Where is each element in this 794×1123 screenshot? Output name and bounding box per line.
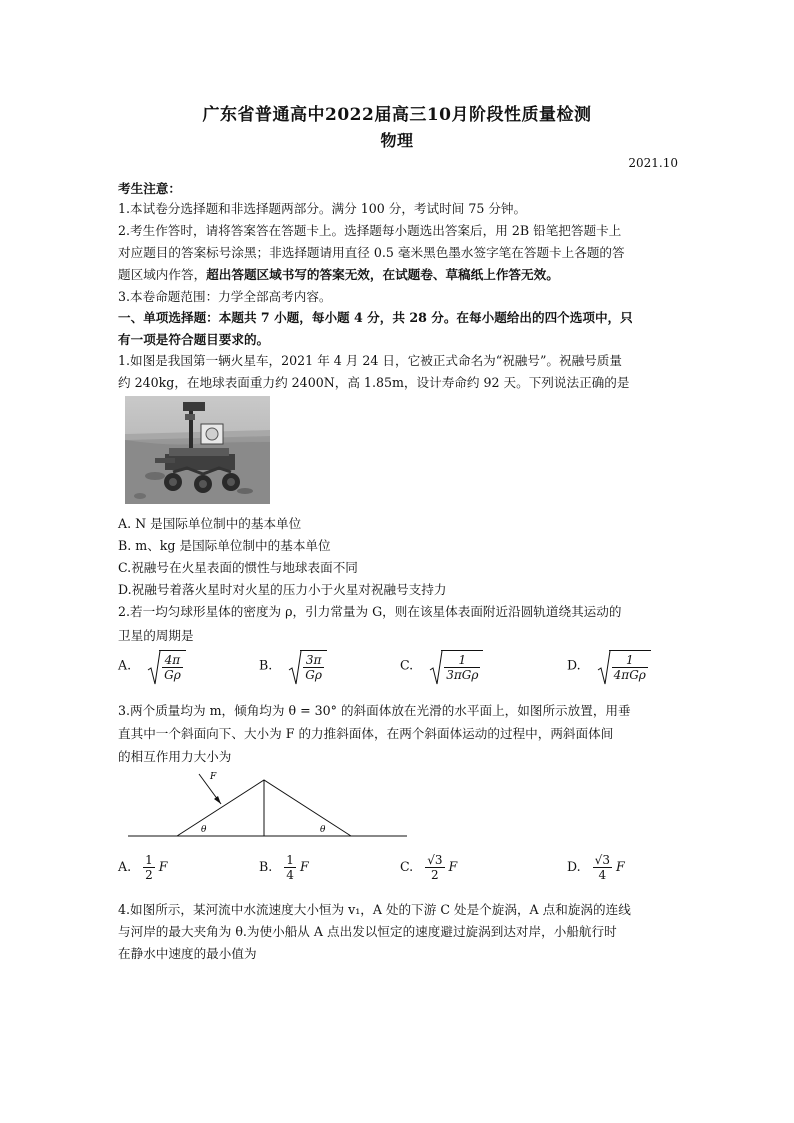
- q2-option-d-num: 1: [612, 653, 648, 668]
- q3-option-d-var: F: [615, 859, 625, 874]
- q3-option-c-label: C.: [400, 859, 414, 874]
- notice-line-4-normal: 题区域内作答，: [118, 267, 207, 282]
- q2-option-c-num: 1: [444, 653, 480, 668]
- q3-option-a-num: 1: [145, 853, 153, 867]
- subject-title: 物理: [380, 131, 414, 150]
- q1-option-b: B. m、kg 是国际单位制中的基本单位: [118, 538, 331, 553]
- q3-option-d-label: D.: [567, 859, 581, 874]
- force-label: F: [210, 772, 217, 782]
- notice-line-1: 1.本试卷分选择题和非选择题两部分。满分 100 分，考试时间 75 分钟。: [118, 201, 527, 216]
- q3-stem-line-2: 直其中一个斜面向下、大小为 F 的力推斜面体，在两个斜面体运动的过程中，两斜面体间: [118, 726, 614, 741]
- q3-option-a: [118, 853, 168, 882]
- q3-option-b-den: 4: [286, 868, 294, 882]
- q2-option-d: [567, 650, 651, 682]
- q1-stem-line-1: 1.如图是我国第一辆火星车，2021 年 4 月 24 日，它被正式命名为“祝融号”。祝融号质量: [118, 353, 622, 368]
- q3-option-b-var: F: [299, 859, 309, 874]
- q2-option-d-sqrt: [597, 650, 651, 682]
- q2-option-b-num: 3π: [303, 653, 324, 668]
- q2-option-d-label: D.: [567, 657, 581, 673]
- exam-date: 2021.10: [628, 156, 678, 170]
- q3-option-a-var: F: [158, 859, 168, 874]
- q3-option-c-var: F: [448, 859, 458, 874]
- q2-option-a-den: Gρ: [164, 668, 181, 682]
- q2-option-a-num: 4π: [162, 653, 183, 668]
- section-heading-line-2: 有一项是符合题目要求的。: [118, 332, 270, 347]
- notice-line-2: 2.考生作答时，请将答案答在答题卡上。选择题每小题选出答案后，用 2B 铅笔把答题卡上: [118, 223, 622, 238]
- q2-option-a-label: A.: [118, 657, 132, 673]
- q2-option-c-sqrt: [429, 650, 483, 682]
- angle-right-label: θ: [320, 825, 326, 835]
- q3-option-d-den: 4: [598, 868, 607, 882]
- q3-stem-line-3: 的相互作用力大小为: [118, 749, 232, 764]
- q2-option-d-den: 4πGρ: [613, 668, 646, 682]
- q4-stem-line-1: 4.如图所示，某河流中水流速度大小恒为 v₁，A 处的下游 C 处是个旋涡，A 点和旋涡的连线: [118, 902, 631, 917]
- q3-option-b-num: 1: [286, 853, 294, 867]
- q3-option-c-num: √3: [427, 853, 443, 867]
- q2-option-c-den: 3πGρ: [446, 668, 479, 682]
- q4-stem-line-3: 在静水中速度的最小值为: [118, 946, 257, 961]
- notice-line-3: 对应题目的答案标号涂黑；非选择题请用直径 0.5 毫米黑色墨水签字笔在答题卡上各题的答: [118, 245, 625, 260]
- q1-option-c: C.祝融号在火星表面的惯性与地球表面不同: [118, 560, 358, 575]
- inclined-blocks-diagram: [125, 768, 410, 840]
- q3-option-a-label: A.: [118, 859, 132, 874]
- q2-stem-line-2: 卫星的周期是: [118, 628, 194, 643]
- notice-line-5: 3.本卷命题范围：力学全部高考内容。: [118, 289, 332, 304]
- q3-option-a-den: 2: [145, 868, 153, 882]
- q2-option-b: [259, 650, 327, 682]
- q2-option-b-label: B.: [259, 657, 273, 673]
- q2-option-c: [400, 650, 483, 682]
- q3-option-d-num: √3: [594, 853, 610, 867]
- q2-option-a: [118, 650, 186, 682]
- section-heading-line-1: 一、单项选择题：本题共 7 小题，每小题 4 分，共 28 分。在每小题给出的四个选项中，只: [118, 310, 633, 325]
- q2-stem-line-1: 2.若一均匀球形星体的密度为 ρ，引力常量为 G，则在该星体表面附近沿圆轨道绕其运动的: [118, 604, 622, 619]
- q2-option-b-den: Gρ: [305, 668, 322, 682]
- q3-option-b-label: B.: [259, 859, 273, 874]
- exam-title: 广东省普通高中2022届高三10月阶段性质量检测: [202, 105, 592, 125]
- mars-rover-photo: [125, 396, 270, 504]
- q3-option-b: [259, 853, 309, 882]
- q1-option-d: D.祝融号着落火星时对火星的压力小于火星对祝融号支持力: [118, 582, 447, 597]
- q2-option-a-sqrt: [147, 650, 186, 682]
- angle-left-label: θ: [201, 825, 207, 835]
- q4-stem-line-2: 与河岸的最大夹角为 θ.为使小船从 A 点出发以恒定的速度避过旋涡到达对岸，小船航行时: [118, 924, 617, 939]
- q1-option-a: A. N 是国际单位制中的基本单位: [118, 516, 302, 531]
- rover-illustration: [125, 396, 270, 504]
- q1-stem-line-2: 约 240kg，在地球表面重力约 2400N，高 1.85m，设计寿命约 92 天。下列说法正确的是: [118, 375, 630, 390]
- notice-line-4-bold: 超出答题区域书写的答案无效，在试题卷、草稿纸上作答无效。: [206, 267, 559, 282]
- q2-option-b-sqrt: [288, 650, 327, 682]
- q3-stem-line-1: 3.两个质量均为 m，倾角均为 θ = 30° 的斜面体放在光滑的水平面上，如图所示放置，用垂: [118, 703, 631, 718]
- q3-option-c: [400, 853, 457, 882]
- q2-option-c-label: C.: [400, 657, 414, 673]
- notice-heading: 考生注意：: [118, 181, 181, 196]
- q3-option-d: [567, 853, 625, 882]
- notice-line-4: [118, 264, 678, 283]
- q3-option-c-den: 2: [431, 868, 439, 882]
